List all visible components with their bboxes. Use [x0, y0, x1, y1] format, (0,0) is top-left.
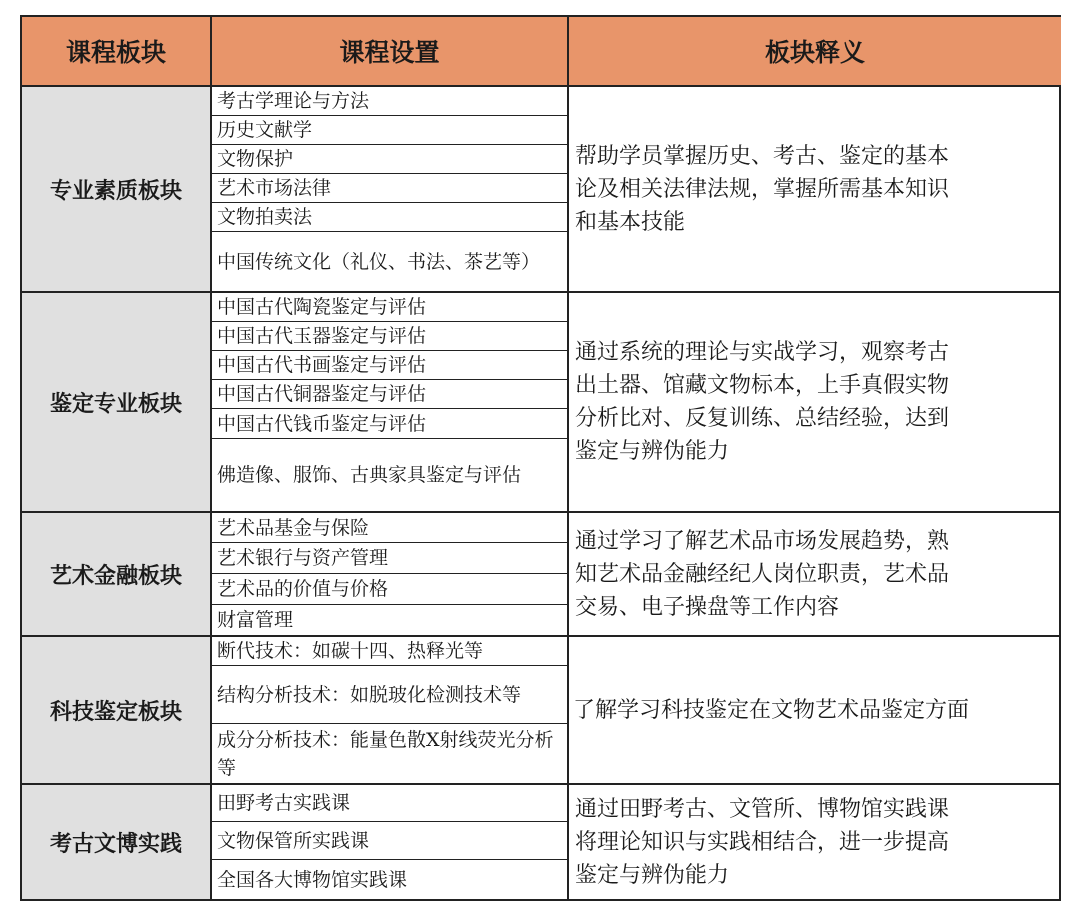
- category-cell: 鉴定专业板块: [22, 293, 210, 511]
- course-cell: 断代技术：如碳十四、热释光等: [212, 637, 567, 666]
- course-cell: 艺术品的价值与价格: [212, 574, 567, 605]
- category-cell: 科技鉴定板块: [22, 637, 210, 783]
- course-cell: 艺术市场法律: [212, 174, 567, 203]
- column-divider: [567, 17, 569, 899]
- description-cell: 通过田野考古、文管所、博物馆实践课 将理论知识与实践相结合，进一步提高 鉴定与辨伪能力: [575, 796, 950, 888]
- header-category: 课程板块: [22, 17, 210, 87]
- category-cell: 考古文博实践: [22, 785, 210, 899]
- course-cell: 中国古代铜器鉴定与评估: [212, 380, 567, 409]
- course-cell: 成分分析技术：能量色散X射线荧光分析等: [217, 728, 554, 779]
- course-cell: 财富管理: [217, 609, 294, 631]
- description-cell: 通过学习了解艺术品市场发展趋势，熟 知艺术品金融经纪人岗位职责，艺术品 交易、电子操盘等工作内容: [575, 528, 950, 620]
- course-cell: 结构分析技术：如脱玻化检测技术等: [212, 666, 567, 724]
- course-cell: 艺术银行与资产管理: [212, 543, 567, 574]
- course-cell: 考古学理论与方法: [212, 87, 567, 116]
- column-divider: [210, 17, 212, 899]
- category-cell: 艺术金融板块: [22, 513, 210, 635]
- course-table: [20, 15, 1061, 901]
- course-cell: 中国古代陶瓷鉴定与评估: [212, 293, 567, 322]
- course-cell: 中国古代玉器鉴定与评估: [212, 322, 567, 351]
- course-cell: 历史文献学: [212, 116, 567, 145]
- description-cell: 通过系统的理论与实战学习，观察考古 出土器、馆藏文物标本，上手真假实物 分析比对、反复训练、总结经验，达到 鉴定与辨伪能力: [575, 340, 950, 464]
- course-cell: 文物保护: [212, 145, 567, 174]
- description-cell: 帮助学员掌握历史、考古、鉴定的基本 论及相关法律法规，掌握所需基本知识 和基本技能: [575, 143, 950, 235]
- course-cell: 佛造像、服饰、古典家具鉴定与评估: [217, 464, 522, 486]
- course-cell: 文物拍卖法: [212, 203, 567, 232]
- header-description: 板块释义: [569, 17, 1061, 87]
- course-cell: 中国古代钱币鉴定与评估: [212, 409, 567, 439]
- description-cell: 了解学习科技鉴定在文物艺术品鉴定方面: [573, 697, 970, 723]
- course-cell: 中国传统文化（礼仪、书法、茶艺等）: [217, 250, 541, 273]
- course-cell: 艺术品基金与保险: [212, 513, 567, 543]
- header-courses: 课程设置: [212, 17, 567, 87]
- course-cell: 中国古代书画鉴定与评估: [212, 351, 567, 380]
- course-cell: 田野考古实践课: [212, 785, 567, 822]
- category-cell: 专业素质板块: [22, 87, 210, 291]
- course-cell: 文物保管所实践课: [212, 822, 567, 860]
- course-cell: 全国各大博物馆实践课: [217, 868, 408, 891]
